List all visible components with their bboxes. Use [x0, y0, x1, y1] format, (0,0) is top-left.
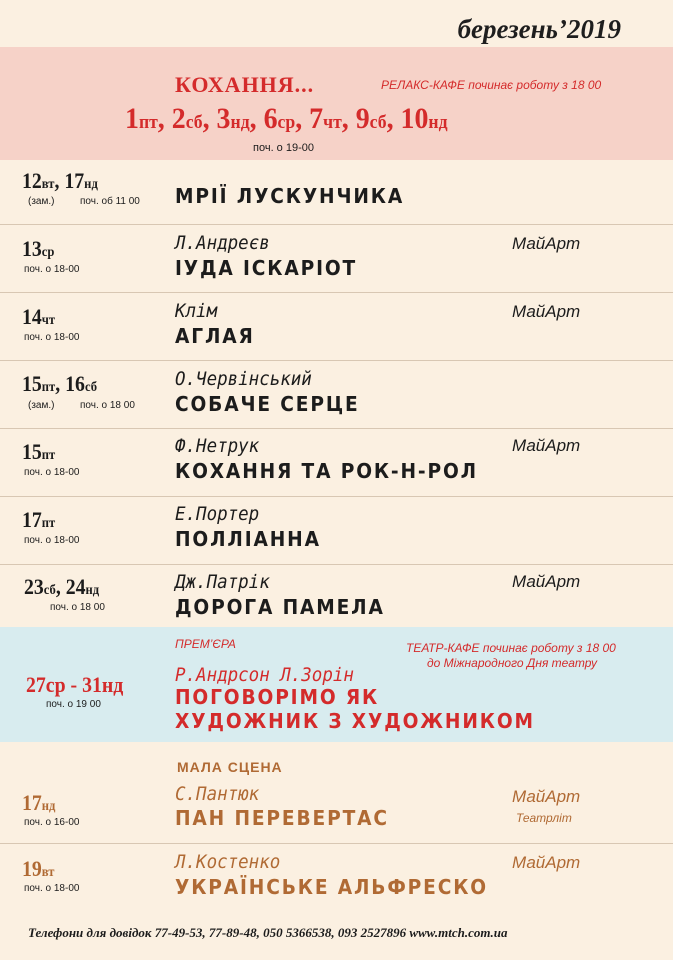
show-date: 15пт, 16сб — [22, 371, 98, 396]
show-title: ДОРОГА ПАМЕЛА — [175, 595, 385, 619]
premiere-note-2: до Міжнародного Дня театру — [427, 656, 598, 670]
show-date: 17пт — [22, 507, 56, 532]
date-num: 9 — [355, 102, 370, 135]
show-time: поч. о 18 00 — [80, 400, 135, 411]
show-sub: (зам.) — [28, 400, 55, 411]
divider — [0, 496, 673, 497]
featured-title: КОХАННЯ... — [175, 72, 315, 97]
date-day: ср — [277, 112, 296, 133]
show-title: ПОЛЛІАННА — [175, 527, 321, 551]
divider — [0, 360, 673, 361]
show-title: ІУДА ІСКАРІОТ — [175, 256, 358, 280]
show-time: поч. о 18 00 — [50, 602, 105, 613]
featured-time: поч. о 19-00 — [253, 142, 314, 154]
show-author: Дж.Патрік — [175, 571, 270, 593]
premiere-dates: 27ср - 31нд — [26, 672, 124, 697]
show-time: поч. о 18-00 — [24, 264, 80, 275]
premiere-author: Р.Андрсон Л.Зорін — [175, 664, 354, 686]
date-day: нд — [428, 112, 448, 133]
show-date: 17нд — [22, 790, 56, 815]
show-time: поч. о 18-00 — [24, 332, 80, 343]
premiere-title: ПОГОВОРІМО ЯК — [175, 685, 380, 709]
footer-contacts: Телефони для довідок 77-49-53, 77-89-48, 050 5366538, 093 2527896 www.mtch.com.ua — [28, 925, 508, 940]
date-num: 6 — [263, 102, 278, 135]
show-tag: МайАрт — [512, 853, 581, 872]
show-title: ПАН ПЕРЕВЕРТАС — [175, 806, 389, 830]
show-date: 19вт — [22, 856, 55, 881]
date-day: пт — [138, 112, 158, 133]
date-num: 1 — [125, 102, 139, 135]
show-tag: МайАрт — [512, 787, 581, 806]
premiere-label: ПРЕМ’ЄРА — [175, 637, 236, 651]
premiere-note: ТЕАТР-КАФЕ починає роботу з 18 00 — [406, 641, 616, 655]
date-day: нд — [230, 112, 250, 133]
show-tag: МайАрт — [512, 234, 581, 253]
show-time: поч. о 18-00 — [24, 883, 80, 894]
date-num: 2 — [171, 102, 186, 135]
show-author: С.Пантюк — [175, 783, 260, 805]
show-time: поч. о 18-00 — [24, 467, 80, 478]
show-title: АГЛАЯ — [175, 324, 255, 348]
show-tag-2: Театрліт — [516, 811, 572, 825]
show-date: 14чт — [22, 304, 56, 329]
show-tag: МайАрт — [512, 572, 581, 591]
featured-dates: 1пт, 2сб, 3нд, 6ср, 7чт, 9сб, 10нд — [125, 102, 448, 135]
divider — [0, 428, 673, 429]
show-title: УКРАЇНСЬКЕ АЛЬФРЕСКО — [175, 875, 488, 899]
date-num: 10 — [400, 102, 429, 135]
show-time: поч. о 16-00 — [24, 817, 80, 828]
show-title: СОБАЧЕ СЕРЦЕ — [175, 392, 360, 416]
premiere-time: поч. о 19 00 — [46, 699, 101, 710]
premiere-title-2: ХУДОЖНИК З ХУДОЖНИКОМ — [175, 709, 535, 733]
divider — [0, 564, 673, 565]
divider — [0, 843, 673, 844]
date-num: 3 — [216, 102, 231, 135]
show-date: 12вт, 17нд — [22, 168, 98, 193]
show-author: Ф.Нетрук — [175, 435, 260, 457]
show-date: 23сб, 24нд — [24, 574, 100, 599]
featured-note: РЕЛАКС-КАФЕ починає роботу з 18 00 — [381, 78, 602, 92]
show-time: поч. об 11 00 — [80, 196, 140, 207]
show-author: Е.Портер — [175, 503, 260, 525]
show-author: Л.Костенко — [175, 851, 281, 873]
show-title: МРІЇ ЛУСКУНЧИКА — [175, 184, 405, 208]
divider — [0, 224, 673, 225]
show-author: Л.Андреєв — [175, 232, 270, 254]
show-author: О.Червінський — [175, 368, 312, 390]
show-tag: МайАрт — [512, 302, 581, 321]
date-day: сб — [185, 112, 203, 133]
date-day: чт — [323, 112, 342, 133]
divider — [0, 292, 673, 293]
small-stage-heading: МАЛА СЦЕНА — [177, 759, 283, 775]
show-date: 15пт — [22, 439, 56, 464]
date-num: 7 — [309, 102, 324, 135]
date-day: сб — [369, 112, 387, 133]
show-sub: (зам.) — [28, 196, 55, 207]
month-heading: березень’2019 — [457, 14, 621, 44]
show-title: КОХАННЯ ТА РОК-Н-РОЛ — [175, 459, 478, 483]
show-author: Клім — [175, 300, 218, 322]
show-time: поч. о 18-00 — [24, 535, 80, 546]
show-date: 13ср — [22, 236, 55, 261]
show-tag: МайАрт — [512, 436, 581, 455]
